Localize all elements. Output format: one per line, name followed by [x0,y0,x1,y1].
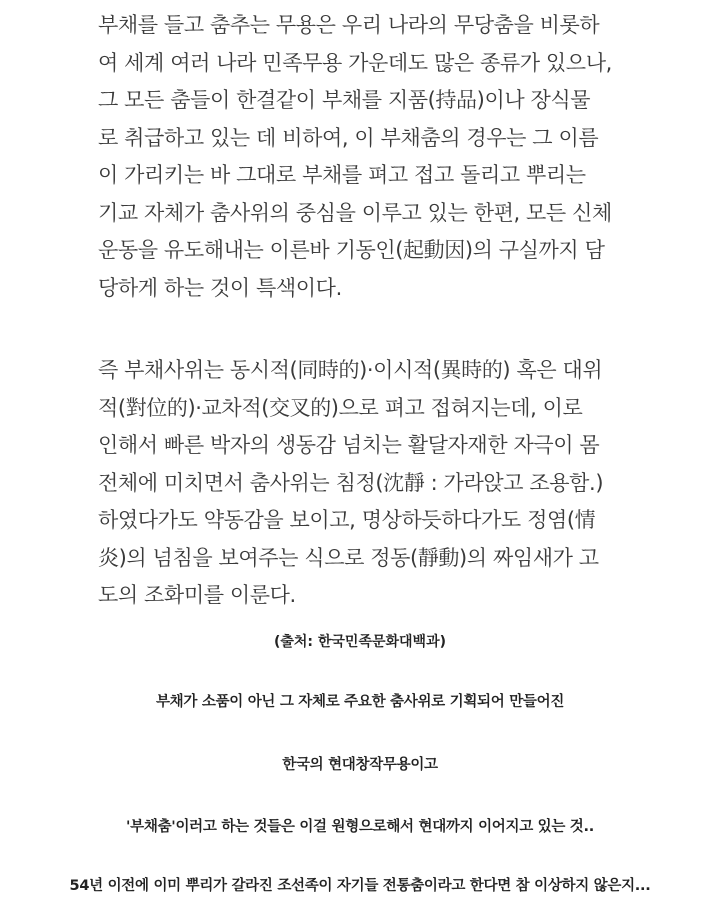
excerpt-line: 그 모든 춤들이 한결같이 부채를 지품(持品)이나 장식물 [98,88,591,112]
excerpt-line: 운동을 유도해내는 이른바 기동인(起動因)의 구실까지 담 [98,238,605,262]
excerpt-line: 로 취급하고 있는 데 비하여, 이 부채춤의 경우는 그 이름 [98,125,599,150]
excerpt-line: 당하게 하는 것이 특색이다. [98,275,342,300]
excerpt-line: 기교 자체가 춤사위의 중심을 이루고 있는 한편, 모든 신체 [98,200,612,225]
excerpt-paragraph-1 [98,7,698,307]
excerpt-paragraph-2 [98,352,698,615]
comment-line: 부채가 소품이 아닌 그 자체로 주요한 춤사위로 기획되어 만들어진 [155,694,565,710]
excerpt-line: 여 세계 여러 나라 민족무용 가운데도 많은 종류가 있으나, [98,50,612,75]
excerpt-line: 부채를 들고 춤추는 무용은 우리 나라의 무당춤을 비롯하 [98,13,600,37]
comment-line: 54년 이전에 이미 뿌리가 갈라진 조선족이 자기들 전통춤이라고 한다면 참 이상하지 않은지... [69,878,651,894]
excerpt-line: 이 가리키는 바 그대로 부채를 펴고 접고 돌리고 뿌리는 [98,163,586,187]
source-citation: (출처: 한국민족문화대백과) [273,634,447,650]
excerpt-line: 인해서 빠른 박자의 생동감 넘치는 활달자재한 자극이 몸 [98,433,600,457]
comment-line: '부채춤'이러고 하는 것들은 이걸 원형으로해서 현대까지 이어지고 있는 것.. [126,819,594,835]
excerpt-line: 炎)의 넘침을 보여주는 식으로 정동(靜動)의 짜임새가 고 [98,545,599,570]
excerpt-line: 즉 부채사위는 동시적(同時的)·이시적(異時的) 혹은 대위 [98,358,603,382]
excerpt-line: 전체에 미치면서 춤사위는 침정(沈靜 : 가라앉고 조용함.) [98,470,604,495]
comment-line: 한국의 현대창작무용이고 [282,757,438,773]
excerpt-line: 하였다가도 약동감을 보이고, 명상하듯하다가도 정염(情 [98,508,596,532]
excerpt-line: 적(對位的)·교차적(交叉的)으로 펴고 접혀지는데, 이로 [98,395,583,420]
excerpt-line: 도의 조화미를 이룬다. [98,583,296,607]
